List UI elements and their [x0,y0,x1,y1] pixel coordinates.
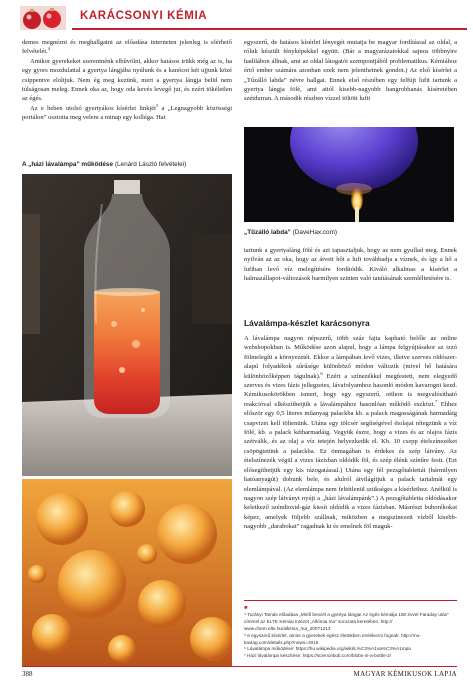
footnote-item: ⁵ 6 egyszerű kísérlet, amire a gyerekek egész életükben emlékezni fognak: http://mo-kavlag.com/details.php?news=3015 [244,632,421,645]
page-header [0,0,473,34]
footer-divider [22,666,457,667]
fireproof-balloon-caption [244,229,337,236]
right-column-mid-text [244,246,457,284]
paragraph: tartunk a gyertyaláng fölé és azt tapasztaljuk, hogy az nem gyullad meg. Ennek nyilván az az oka, hogy az átvett hőt a lufi továbbadja a víznek, és így a hő a lufiban levő víz melegítésére fordítódik. Kiváló alkalmas a kísérlet a halmazállapot-változások barmilyen szinten való tanításának szemléltetésére is. [244,247,457,283]
paragraph: Amikor gyerekeket szerentnénk elbűvölni, akkor hatásos trükk még az is, ha egy gyors mozdulattal a gyertya lángjába nyúlunk és a kanócot két ujjunk közé csippentve eloltjuk. Nem ég meg kezünk, mert a gyertya lángja belül nem túlságosan meleg. Ennek oka az, hogy oda kevés levegő jut, és ezért tökéletlen az égés. [22,57,232,103]
bubbles-illustration [22,479,232,667]
paragraph [244,334,457,532]
footnote-item: ⁶ Lávalámpa működése: https://hu.wikipedia.org/wiki/L%C3%A1va%C3%A1mpa [244,646,411,652]
paragraph-text: demes megnézni és meghallgatni az előadása interneten jelenleg is elérhető felvételét. [22,39,232,56]
paragraph [22,38,232,57]
footnote-item: ⁴ Turányi Tamás előadása „Miről beszél a gyertya lángja! Az égés kémiája 150 évvel Faraday után” címmel az ELTE Kémiai Intézet „Alkímia ma” sorozata keretében. http:// www.chem.elte.hu/alkimia_ma_20071213 [244,611,449,631]
caption-credit: (DaveHax.com) [292,229,338,236]
paragraph [22,104,232,123]
paragraph-text: Ehhez először egy 0,5 literes műanyag palackba kb. a palack magasságának harmadáig csapvizet kell töltenünk. Utána egy tölcsér segítségével étolajat rétegzünk a víz fölé, kb. a palack kétharmadáig. Vegyük észre, hogy a vizes és az olajos fázis szétválik, és az olaj a víz tetején helyezkedik el. Kb. 10 csepp ételszínezéket csöpögtetünk a palackba. Ez önmagában is érdekes és szép látvány. Az ételszínezék végül a vizes fázisban oldódik föl, és szép élénk színűre festi. (Ezt elősegíthetjük egy kis rázogatással.) Utána egy fél pezsgőtablettát (bármilyen hatóanyagút) dobunk bele, és alulról átvilágítjuk a palack tartalmát egy elemlámpával. (Az elemlámpa nem feltétlenül szükséges a kísérlethez. Anélkül is nagyon szép látványt nyújt a „házi lávalámpánk”.) A pezsgőtabletta oldódásakor keletkező széndioxid-gáz kiesít oldódik a vizes fázisban. Másrészt buborékokat képez, amelyek följebb szállnak, miközben a megszínezett vízből kisebb-nagyobb „darabokat” ragadnak ki és emelnek föl maguk- [244,400,457,531]
paragraph: egyszerű, de hatásos kísérlet lényegét mutatja be magyar fordítással az oldal, a róluk készült fényképekkel együtt. (Bár a magyarázatokkal sajnos többnyire hadilábon állnak, ami az oldal látogatói szempontjából problematikus. Kémiához értő ember számára azonban ezek nem jelenthetnek gondot.) Az első kísérlet a „Tűzálló labda” névre hallgat. Ennek első részében egy felfújt lufit tartunk a gyertya lángja fölé, ami attól kisebb-nagyobb hangrobbanás kíséretében szétdurran. A második részben vízzel töltött lufit [244,39,457,103]
footnote-ref: 5 [155,102,159,108]
caption-title: „Tűzálló labda” [244,229,291,236]
paragraph-text: Az e heben utolsó gyertyákos kísérlet linkjét [30,104,156,112]
header-divider [72,28,467,30]
caption-credit: (Lenárd László felvételei) [114,161,187,168]
right-column-top-text [244,38,457,104]
right-column-main-text [244,334,457,532]
section-heading: Lávalámpa-készlet karácsonyra [244,318,370,328]
footnote-marker-icon: ✱ [244,605,248,610]
footnotes [244,600,457,660]
christmas-baubles-icon [20,6,66,30]
caption-title: A „házi lávalámpa” működése [22,161,114,168]
paragraph-text: a „Legnagyobb közösségi portálon” osztotta meg velem a minap egy kolléga. Hat [22,104,232,122]
page-number: 388 [22,670,33,678]
balloon-candle-illustration [244,127,454,222]
left-column-text [22,38,232,123]
bubbles-closeup-photo [22,479,232,667]
lava-lamp-photo [22,174,232,476]
lava-lamp-caption [22,161,186,168]
lava-lamp-illustration [22,174,232,476]
footnote-ref: 7 [435,398,438,404]
paragraph-text: A lávalámpa nagyon népszerű, több száz fajta kapható belőle az online webshopokban is. Működése azon alapul, hogy a lámpa felgyújtásakor az izzó fölmelegíti a környezetét. Ekkor a lámpában levő vizes, illetve szerves oldószer-alapú folyadékok sűrűsége különböző módon változik (mivel hő hatására különbözőképpen tágulnak). [244,335,457,380]
footnote-ref: 4 [47,46,51,52]
fireproof-balloon-photo [244,127,454,222]
footnote-item: ⁷ Házi lávalámpa készítése: https://sciencebob.com/blobs-in-a-bottle-2/ [244,653,392,659]
paragraph-text: Ezért a színezékkel megfestett, nem elegyedő szerves és vizes fázis jellegzetes, lávafolyamhoz hasonló módon kavarogni kezd. Kémikusokörökben ismert, hogy egy egyszerű, otthon is megvalósítható reakcióval elkészíthetjük a lávalámpához hasonlóan működő eszközt. [244,372,457,408]
section-header-title: KARÁCSONYI KÉMIA [80,10,208,22]
journal-name: MAGYAR KÉMIKUSOK LAPJA [353,670,457,678]
footnote-ref: 6 [320,370,323,376]
